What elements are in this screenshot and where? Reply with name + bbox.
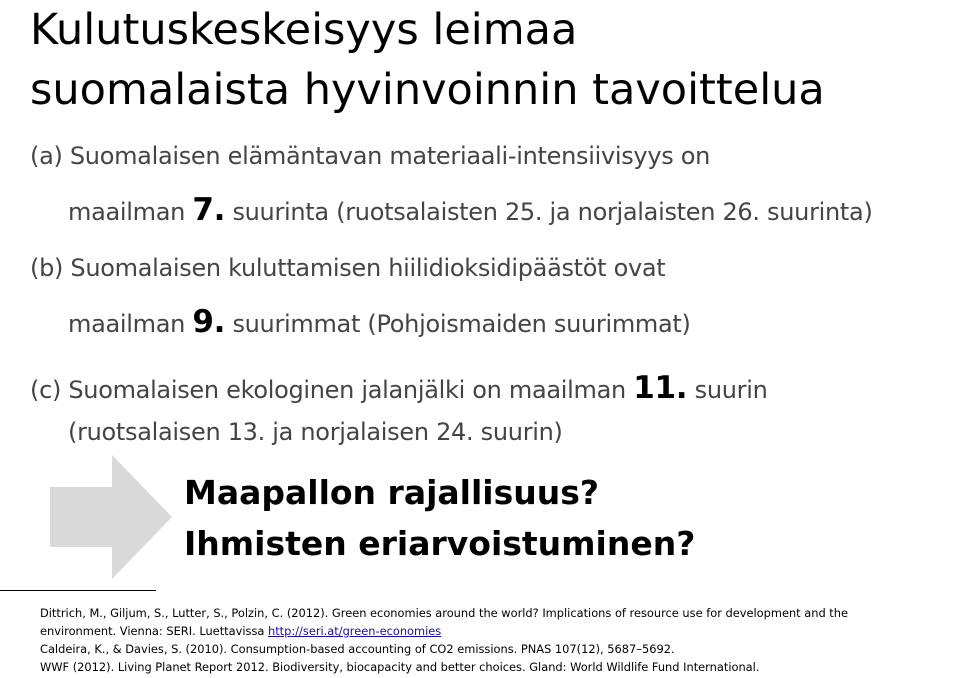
point-c-rank: 11. xyxy=(633,370,688,406)
title-line-2: suomalaista hyvinvoinnin tavoittelua xyxy=(30,65,825,115)
point-c-pre: (c) Suomalaisen ekologinen jalanjälki on maailman xyxy=(30,376,634,404)
point-b-line-2 xyxy=(68,304,691,340)
reference-caldeira: Caldeira, K., & Davies, S. (2010). Consumption-based accounting of CO2 emissions. PNAS 107(12), 5687–5692. xyxy=(40,642,675,656)
reference-wwf: WWF (2012). Living Planet Report 2012. Biodiversity, biocapacity and better choices. Gland: World Wildlife Fund International. xyxy=(40,660,760,674)
point-a-post: suurinta (ruotsalaisten 25. ja norjalaisten 26. suurinta) xyxy=(225,198,873,226)
right-arrow-icon xyxy=(50,455,174,579)
slide-title xyxy=(30,0,825,120)
point-a-line-1: (a) Suomalaisen elämäntavan materiaali-intensiivisyys on xyxy=(30,142,711,170)
point-b-pre: maailman xyxy=(68,310,193,338)
point-a-line-2 xyxy=(68,192,873,228)
references xyxy=(40,604,940,676)
reference-dittrich-line-2 xyxy=(40,622,940,640)
point-c-post: suurin xyxy=(687,376,768,404)
point-a-pre: maailman xyxy=(68,198,193,226)
seri-link[interactable]: http://seri.at/green-economies xyxy=(267,624,442,638)
point-b-rank: 9. xyxy=(192,304,226,340)
question-planet-limits: Maapallon rajallisuus? xyxy=(184,473,600,512)
reference-dittrich-text: environment. Vienna: SERI. Luettavissa xyxy=(40,624,268,638)
footnote-divider xyxy=(0,590,156,591)
reference-dittrich-line-1: Dittrich, M., Giljum, S., Lutter, S., Polzin, C. (2012). Green economies around the world? Implications of resource use for development and the xyxy=(40,606,849,620)
point-c-line-2: (ruotsalaisen 13. ja norjalaisen 24. suurin) xyxy=(68,418,563,446)
point-c-line-1 xyxy=(30,370,768,406)
point-b-post: suurimmat (Pohjoismaiden suurimmat) xyxy=(225,310,691,338)
point-b-line-1: (b) Suomalaisen kuluttamisen hiilidioksidipäästöt ovat xyxy=(30,254,666,282)
question-inequality: Ihmisten eriarvoistuminen? xyxy=(184,524,696,563)
title-line-1: Kulutuskeskeisyys leimaa xyxy=(30,5,578,55)
point-a-rank: 7. xyxy=(192,192,226,228)
